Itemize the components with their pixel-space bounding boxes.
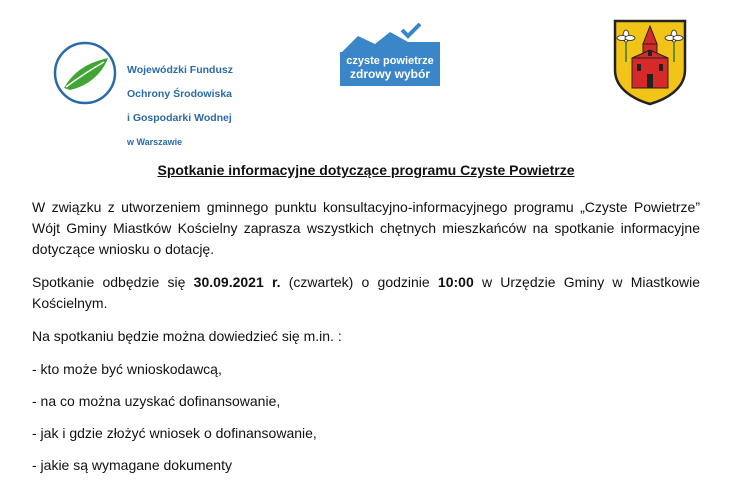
coat-of-arms-shield-icon — [612, 18, 688, 106]
wfosigw-line-3: i Gospodarki Wodnej — [127, 112, 232, 124]
czyste-powietrze-line-1: czyste powietrze — [346, 55, 434, 67]
wfosigw-logo — [52, 40, 262, 147]
czyste-powietrze-wordmark — [340, 52, 440, 86]
wfosigw-emblem-icon — [52, 40, 118, 106]
meeting-text-between: (czwartek) o godzinie — [280, 274, 438, 290]
meeting-time: 10:00 — [437, 274, 474, 290]
wfosigw-name — [127, 52, 233, 160]
coat-of-arms — [612, 18, 688, 106]
czyste-powietrze-logo — [340, 22, 440, 92]
paragraph-topics-intro: Na spotkaniu będzie można dowiedzieć się m.in. : — [32, 328, 342, 344]
paragraph-meeting-details — [32, 272, 700, 314]
meeting-text-after: w Urzędzie Gminy w Miastkowie Kościelnym. — [32, 274, 700, 311]
house-roof-check-icon — [340, 22, 440, 54]
paragraph-intro: W związku z utworzeniem gminnego punktu konsultacyjno-informacyjnego programu „Czyste Powietrze” Wójt Gminy Miastków Kościelny zaprasza wszystkich chętnych mieszkańców na spotkanie informacyjne dotyczące wniosku o dotację. — [32, 199, 700, 257]
wfosigw-line-2: Ochrony Środowiska — [127, 88, 233, 100]
wfosigw-line-4: w Warszawie — [127, 137, 183, 147]
list-item: - jakie są wymagane dokumenty — [32, 457, 232, 473]
announcement — [32, 160, 700, 487]
meeting-text-before-date: Spotkanie odbędzie się — [32, 274, 194, 290]
wfosigw-line-1: Wojewódzki Fundusz — [127, 64, 233, 76]
list-item: - kto może być wnioskodawcą, — [32, 361, 222, 377]
header-logos — [0, 0, 754, 147]
list-item: - jak i gdzie złożyć wniosek o dofinansowanie, — [32, 425, 317, 441]
czyste-powietrze-line-2: zdrowy wybór — [349, 67, 430, 81]
announcement-title: Spotkanie informacyjne dotyczące programu Czyste Powietrze — [157, 162, 575, 178]
meeting-date: 30.09.2021 r. — [193, 274, 281, 290]
list-item: - na co można uzyskać dofinansowanie, — [32, 393, 281, 409]
